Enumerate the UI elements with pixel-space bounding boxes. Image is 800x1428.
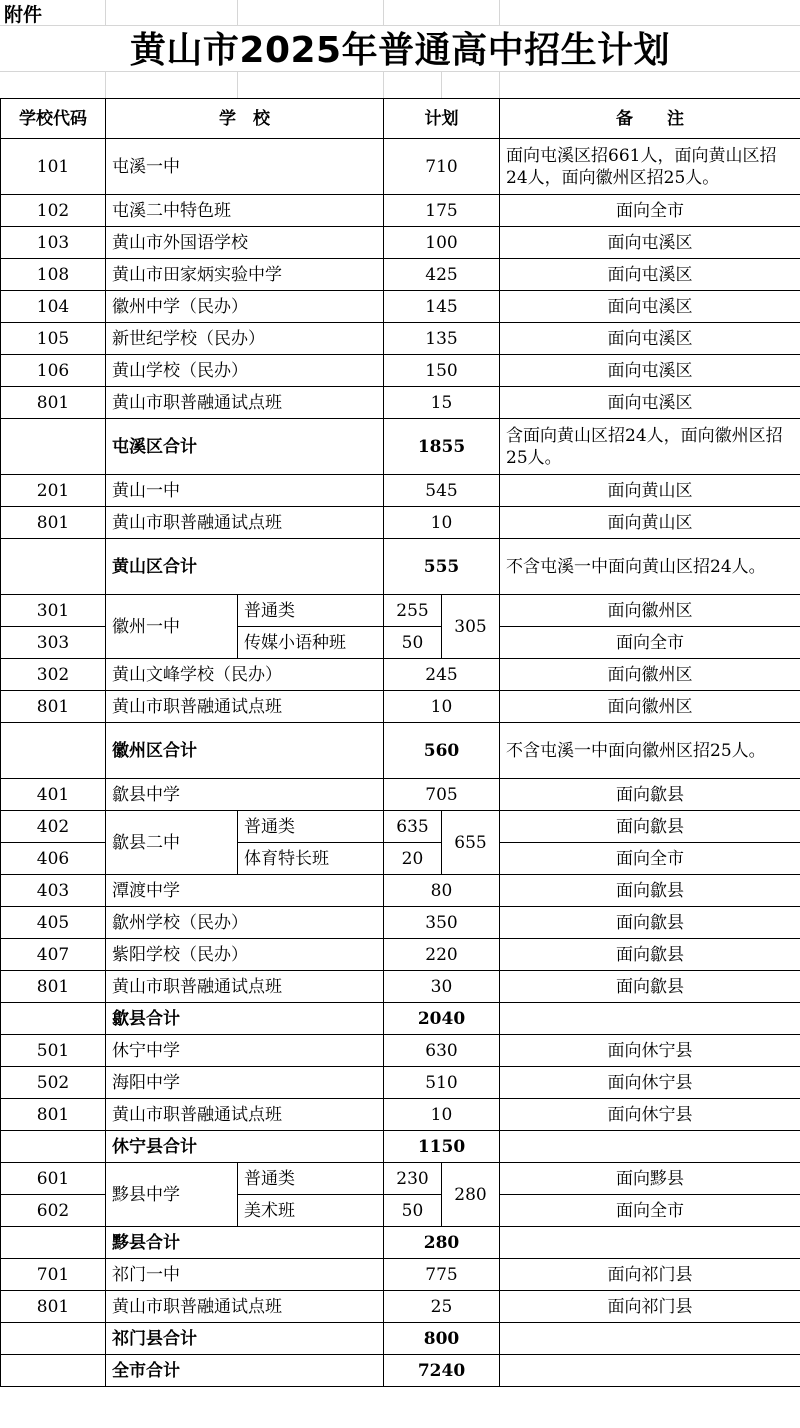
remark: 面向徽州区	[500, 691, 800, 723]
remark: 面向全市	[500, 1195, 800, 1227]
school-name: 徽州一中	[106, 595, 238, 659]
school-code: 405	[1, 907, 106, 939]
school-name: 海阳中学	[106, 1067, 384, 1099]
grand-total-label: 全市合计	[106, 1355, 384, 1387]
remark: 不含屯溪一中面向徽州区招25人。	[500, 723, 800, 779]
remark: 面向黄山区	[500, 475, 800, 507]
school-code	[1, 1131, 106, 1163]
remark: 面向祁门县	[500, 1259, 800, 1291]
school-code: 401	[1, 779, 106, 811]
remark: 面向全市	[500, 627, 800, 659]
plan-count: 635	[384, 811, 442, 843]
plan-count: 100	[384, 227, 500, 259]
school-code	[1, 723, 106, 779]
plan-count: 10	[384, 1099, 500, 1131]
remark: 面向屯溪区	[500, 387, 800, 419]
subtotal-row	[1, 419, 800, 475]
subtotal-count: 800	[384, 1323, 500, 1355]
plan-count: 545	[384, 475, 500, 507]
table-row	[1, 595, 800, 627]
table-row	[1, 1163, 800, 1195]
school-name: 歙县中学	[106, 779, 384, 811]
header-row	[1, 99, 800, 139]
school-name: 黄山市田家炳实验中学	[106, 259, 384, 291]
subtotal-label: 黟县合计	[106, 1227, 384, 1259]
class-type: 普通类	[238, 595, 384, 627]
remark: 不含屯溪一中面向黄山区招24人。	[500, 539, 800, 595]
table-row	[1, 1035, 800, 1067]
plan-count: 150	[384, 355, 500, 387]
subtotal-row	[1, 723, 800, 779]
school-name: 屯溪二中特色班	[106, 195, 384, 227]
table-row	[1, 659, 800, 691]
school-name: 黄山学校（民办）	[106, 355, 384, 387]
school-code	[1, 1323, 106, 1355]
school-code: 701	[1, 1259, 106, 1291]
table-row	[1, 1291, 800, 1323]
remark	[500, 1323, 800, 1355]
school-code: 101	[1, 139, 106, 195]
school-name: 黄山市职普融通试点班	[106, 1291, 384, 1323]
table-row	[1, 907, 800, 939]
plan-count: 710	[384, 139, 500, 195]
remark: 面向休宁县	[500, 1035, 800, 1067]
school-name: 徽州中学（民办）	[106, 291, 384, 323]
subtotal-count: 2040	[384, 1003, 500, 1035]
remark: 面向屯溪区	[500, 259, 800, 291]
remark: 面向屯溪区	[500, 227, 800, 259]
table-row	[1, 875, 800, 907]
school-total: 655	[442, 811, 500, 875]
subtotal-count: 280	[384, 1227, 500, 1259]
plan-count: 245	[384, 659, 500, 691]
school-code: 601	[1, 1163, 106, 1195]
remark: 面向歙县	[500, 907, 800, 939]
school-code: 801	[1, 691, 106, 723]
plan-count: 10	[384, 507, 500, 539]
school-code: 105	[1, 323, 106, 355]
school-name: 歙州学校（民办）	[106, 907, 384, 939]
school-code: 502	[1, 1067, 106, 1099]
school-code	[1, 419, 106, 475]
school-name: 新世纪学校（民办）	[106, 323, 384, 355]
subtotal-label: 屯溪区合计	[106, 419, 384, 475]
table-row	[1, 387, 800, 419]
school-name: 休宁中学	[106, 1035, 384, 1067]
school-name: 紫阳学校（民办）	[106, 939, 384, 971]
plan-count: 230	[384, 1163, 442, 1195]
table-row	[1, 971, 800, 1003]
school-code: 407	[1, 939, 106, 971]
remark: 面向歙县	[500, 811, 800, 843]
school-code: 301	[1, 595, 106, 627]
table-row	[1, 1259, 800, 1291]
remark: 面向祁门县	[500, 1291, 800, 1323]
remark: 面向屯溪区	[500, 323, 800, 355]
remark: 面向屯溪区	[500, 355, 800, 387]
class-type: 普通类	[238, 1163, 384, 1195]
school-code: 302	[1, 659, 106, 691]
school-code: 303	[1, 627, 106, 659]
remark: 面向歙县	[500, 875, 800, 907]
remark: 面向歙县	[500, 779, 800, 811]
subtotal-row	[1, 1131, 800, 1163]
subtotal-label: 徽州区合计	[106, 723, 384, 779]
remark: 面向屯溪区	[500, 291, 800, 323]
header-note: 备 注	[500, 99, 800, 139]
subtotal-row	[1, 539, 800, 595]
school-name: 黄山市职普融通试点班	[106, 507, 384, 539]
table-row	[1, 1067, 800, 1099]
school-name: 潭渡中学	[106, 875, 384, 907]
school-name: 黄山一中	[106, 475, 384, 507]
plan-count: 145	[384, 291, 500, 323]
school-code: 501	[1, 1035, 106, 1067]
table-row	[1, 291, 800, 323]
subtotal-count: 560	[384, 723, 500, 779]
school-total: 305	[442, 595, 500, 659]
subtotal-label: 黄山区合计	[106, 539, 384, 595]
remark: 面向黟县	[500, 1163, 800, 1195]
remark: 面向全市	[500, 195, 800, 227]
plan-count: 775	[384, 1259, 500, 1291]
table-row	[1, 475, 800, 507]
remark: 面向歙县	[500, 971, 800, 1003]
school-code	[1, 1227, 106, 1259]
table-row	[1, 507, 800, 539]
school-name: 黄山市职普融通试点班	[106, 971, 384, 1003]
school-code: 104	[1, 291, 106, 323]
table-row	[1, 139, 800, 195]
class-type: 体育特长班	[238, 843, 384, 875]
school-name: 祁门一中	[106, 1259, 384, 1291]
remark	[500, 1003, 800, 1035]
class-type: 美术班	[238, 1195, 384, 1227]
subtotal-count: 1855	[384, 419, 500, 475]
school-code	[1, 539, 106, 595]
plan-count: 10	[384, 691, 500, 723]
table-row	[1, 323, 800, 355]
school-code: 801	[1, 1291, 106, 1323]
remark: 含面向黄山区招24人，面向徽州区招25人。	[500, 419, 800, 475]
table-row	[1, 939, 800, 971]
school-name: 黄山市职普融通试点班	[106, 691, 384, 723]
plan-count: 30	[384, 971, 500, 1003]
remark: 面向歙县	[500, 939, 800, 971]
remark	[500, 1227, 800, 1259]
school-code: 801	[1, 507, 106, 539]
school-name: 歙县二中	[106, 811, 238, 875]
school-code: 106	[1, 355, 106, 387]
remark: 面向黄山区	[500, 507, 800, 539]
school-code: 102	[1, 195, 106, 227]
plan-count: 510	[384, 1067, 500, 1099]
table-row	[1, 355, 800, 387]
class-type: 传媒小语种班	[238, 627, 384, 659]
plan-count: 705	[384, 779, 500, 811]
school-code: 406	[1, 843, 106, 875]
class-type: 普通类	[238, 811, 384, 843]
plan-count: 135	[384, 323, 500, 355]
table-row	[1, 779, 800, 811]
school-code: 402	[1, 811, 106, 843]
enrollment-plan-table	[0, 98, 800, 1387]
table-row	[1, 691, 800, 723]
school-name: 黄山市职普融通试点班	[106, 387, 384, 419]
plan-count: 630	[384, 1035, 500, 1067]
plan-count: 350	[384, 907, 500, 939]
subtotal-row	[1, 1323, 800, 1355]
school-code: 103	[1, 227, 106, 259]
subtotal-count: 555	[384, 539, 500, 595]
remark: 面向屯溪区招661人，面向黄山区招24人，面向徽州区招25人。	[500, 139, 800, 195]
remark: 面向徽州区	[500, 595, 800, 627]
subtotal-label: 歙县合计	[106, 1003, 384, 1035]
subtotal-label: 休宁县合计	[106, 1131, 384, 1163]
plan-count: 255	[384, 595, 442, 627]
subtotal-row	[1, 1227, 800, 1259]
table-row	[1, 227, 800, 259]
school-name: 黄山市职普融通试点班	[106, 1099, 384, 1131]
header-plan: 计划	[384, 99, 500, 139]
school-code: 602	[1, 1195, 106, 1227]
school-name: 黄山文峰学校（民办）	[106, 659, 384, 691]
remark: 面向休宁县	[500, 1067, 800, 1099]
subtotal-row	[1, 1003, 800, 1035]
school-code	[1, 1355, 106, 1387]
subtotal-count: 1150	[384, 1131, 500, 1163]
school-code: 801	[1, 1099, 106, 1131]
plan-count: 20	[384, 843, 442, 875]
school-name: 屯溪一中	[106, 139, 384, 195]
plan-count: 15	[384, 387, 500, 419]
school-name: 黄山市外国语学校	[106, 227, 384, 259]
remark	[500, 1131, 800, 1163]
school-code: 801	[1, 387, 106, 419]
plan-count: 50	[384, 1195, 442, 1227]
attachment-label: 附件	[4, 4, 43, 26]
table-row	[1, 259, 800, 291]
remark	[500, 1355, 800, 1387]
school-code: 403	[1, 875, 106, 907]
school-code: 108	[1, 259, 106, 291]
table-row	[1, 195, 800, 227]
table-row	[1, 1099, 800, 1131]
subtotal-label: 祁门县合计	[106, 1323, 384, 1355]
grand-total-count: 7240	[384, 1355, 500, 1387]
plan-count: 50	[384, 627, 442, 659]
school-total: 280	[442, 1163, 500, 1227]
table-row	[1, 811, 800, 843]
header-school: 学 校	[106, 99, 384, 139]
remark: 面向全市	[500, 843, 800, 875]
header-code: 学校代码	[1, 99, 106, 139]
plan-count: 25	[384, 1291, 500, 1323]
plan-count: 80	[384, 875, 500, 907]
school-name: 黟县中学	[106, 1163, 238, 1227]
plan-count: 220	[384, 939, 500, 971]
school-code: 201	[1, 475, 106, 507]
school-code: 801	[1, 971, 106, 1003]
remark: 面向徽州区	[500, 659, 800, 691]
plan-count: 425	[384, 259, 500, 291]
page-title: 黄山市2025年普通高中招生计划	[129, 30, 671, 71]
plan-count: 175	[384, 195, 500, 227]
school-code	[1, 1003, 106, 1035]
remark: 面向休宁县	[500, 1099, 800, 1131]
grand-total-row	[1, 1355, 800, 1387]
